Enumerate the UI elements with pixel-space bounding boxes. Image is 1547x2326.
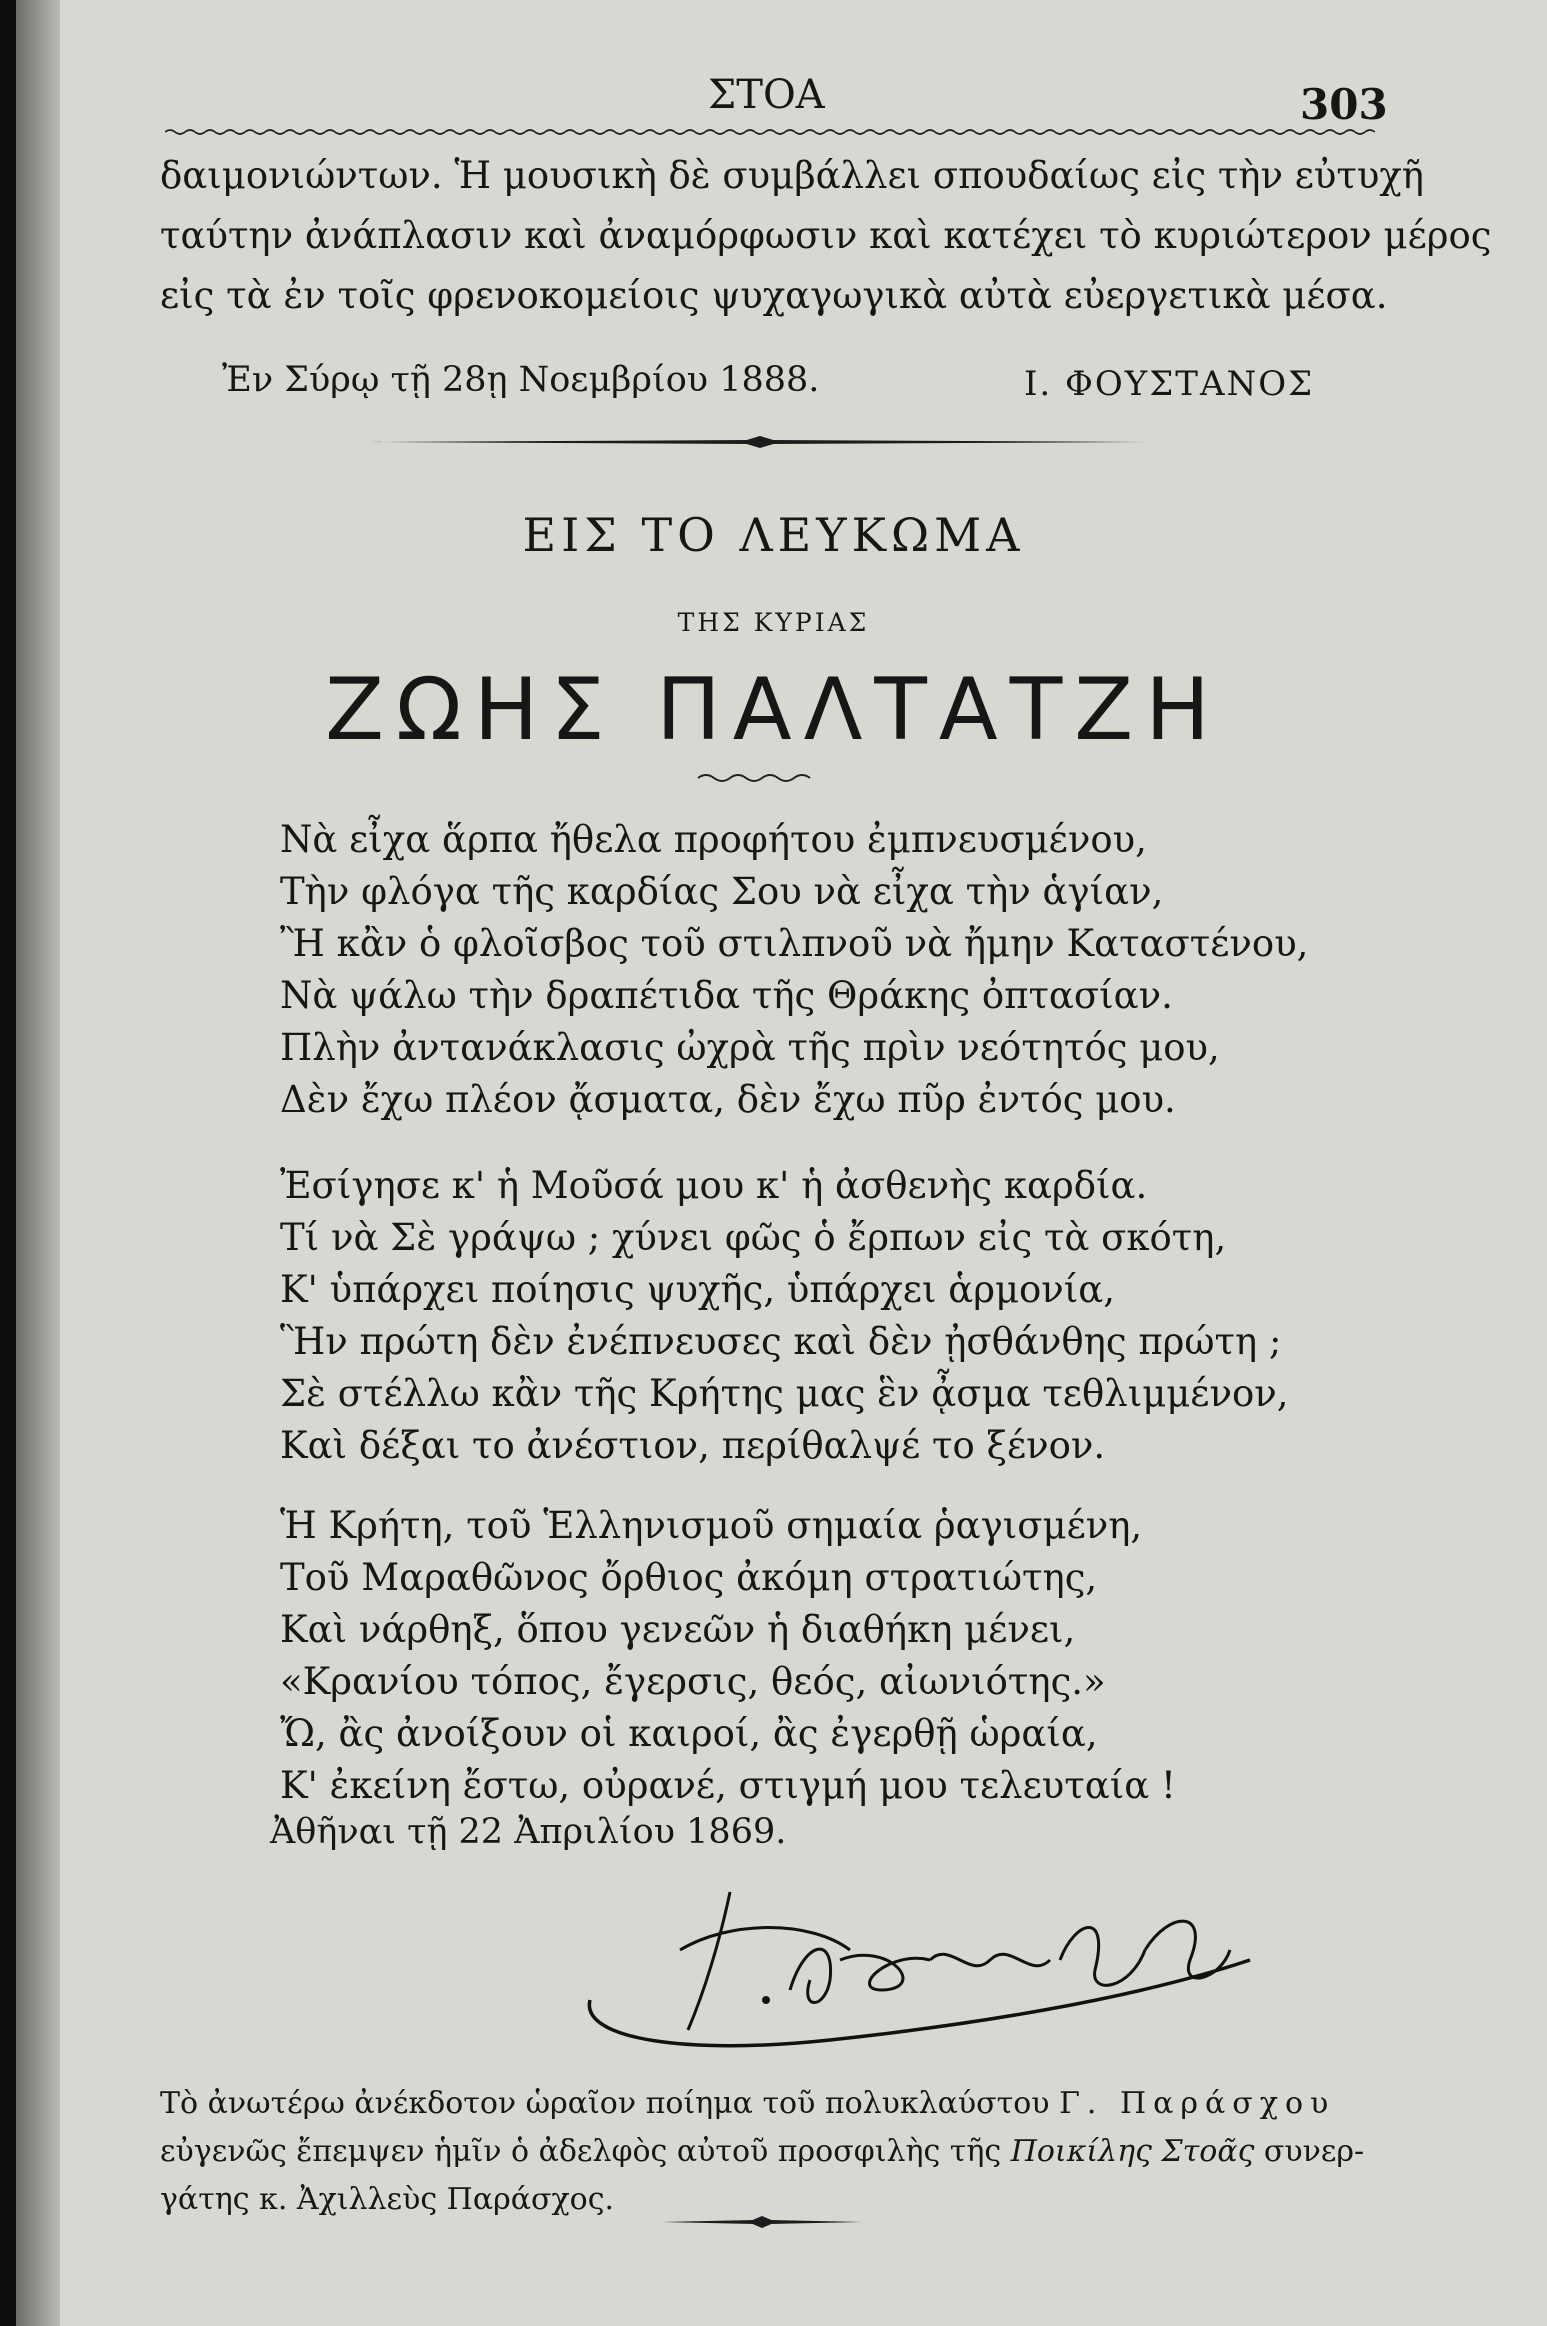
intro-line: ταύτην ἀνάπλασιν καὶ ἀναμόρφωσιν καὶ κατέχει τὸ κυριώτερον μέρος <box>160 214 1492 257</box>
poem-line: Ἡ Κρήτη, τοῦ Ἑλληνισμοῦ σημαία ῥαγισμένη, <box>280 1504 1143 1547</box>
book-spine-shadow <box>0 0 16 2326</box>
intro-dateline: Ἐν Σύρῳ τῇ 28ῃ Νοεμβρίου 1888. <box>222 360 820 400</box>
poem-line: Πλὴν ἀντανάκλασις ὠχρὰ τῆς πρὶν νεότητός μου, <box>280 1026 1220 1069</box>
poem-stanza-2 <box>280 1160 1289 1472</box>
poem-stanza-3 <box>280 1500 1176 1812</box>
poem-heading-line1: ΕΙΣ ΤΟ ΛΕΥΚΩΜΑ <box>522 508 1025 562</box>
poem-date: Ἀθῆναι τῇ 22 Ἀπριλίου 1869. <box>270 1812 787 1852</box>
intro-line: δαιμονιώντων. Ἡ μουσικὴ δὲ συμβάλλει σπουδαίως εἰς τὴν εὐτυχῆ <box>160 154 1424 197</box>
footnote <box>160 2080 1364 2224</box>
poem-line: Ἢ κἂν ὁ φλοῖσβος τοῦ στιλπνοῦ νὰ ἤμην Καταστένου, <box>280 922 1309 965</box>
poem-stanza-1 <box>280 814 1308 1126</box>
poem-line: Κ' ὑπάρχει ποίησις ψυχῆς, ὑπάρχει ἁρμονία, <box>280 1268 1116 1311</box>
footnote-text: Τὸ ἀνωτέρω ἀνέκδοτον ὡραῖον ποίημα τοῦ πολυκλαύστου <box>160 2086 1060 2121</box>
footnote-line-3: γάτης κ. Ἀχιλλεὺς Παράσχος. <box>160 2182 615 2217</box>
poem-line: Ἐσίγησε κ' ἡ Μοῦσά μου κ' ἡ ἀσθενὴς καρδία. <box>280 1164 1148 1207</box>
handwritten-signature <box>570 1880 1270 2060</box>
page-number: 303 <box>1300 80 1388 129</box>
footnote-text: εὐγενῶς ἔπεμψεν ἡμῖν ὁ ἀδελφὸς αὐτοῦ προσφιλὴς τῆς <box>160 2134 1011 2169</box>
poem-heading-name: ΖΩΗΣ ΠΑΛΤΑΤΖΗ <box>325 660 1222 760</box>
end-ornament-rule <box>662 2214 862 2230</box>
poem-line: Τὴν φλόγα τῆς καρδίας Σου νὰ εἶχα τὴν ἁγίαν, <box>280 870 1164 913</box>
footnote-line-1 <box>160 2080 1364 2128</box>
section-divider-rule <box>370 434 1150 450</box>
footnote-text: συνερ- <box>1254 2134 1365 2169</box>
poem-line: Νὰ εἶχα ἅρπα ἤθελα προφήτου ἐμπνευσμένου, <box>280 818 1147 861</box>
page-gutter-shadow <box>16 0 60 2326</box>
poem-line: Νὰ ψάλω τὴν δραπέτιδα τῆς Θράκης ὀπτασίαν. <box>280 974 1173 1017</box>
footnote-journal-name: Ποικίλης Στοᾶς <box>1010 2134 1255 2169</box>
poem-line: Κ' ἐκείνη ἔστω, οὐρανέ, στιγμή μου τελευταία ! <box>280 1764 1176 1807</box>
poem-line: Δὲν ἔχω πλέον ᾄσματα, δὲν ἔχω πῦρ ἐντός μου. <box>280 1078 1176 1121</box>
footnote-poet-name: Γ. Παράσχου <box>1059 2086 1336 2121</box>
running-header-title: ΣΤΟΑ <box>708 72 825 118</box>
poem-line: Καὶ δέξαι το ἀνέστιον, περίθαλψέ το ξένον. <box>280 1424 1106 1467</box>
poem-line: Τί νὰ Σὲ γράψω ; χύνει φῶς ὁ ἔρπων εἰς τὰ σκότη, <box>280 1216 1227 1259</box>
poem-line: Ἣν πρώτη δὲν ἐνέπνευσες καὶ δὲν ᾐσθάνθης πρώτη ; <box>280 1320 1282 1363</box>
poem-heading-line2: ΤΗΣ ΚΥΡΙΑΣ <box>677 608 870 637</box>
poem-line: Ὤ, ἂς ἀνοίξουν οἱ καιροί, ἂς ἐγερθῇ ὡραία, <box>280 1712 1098 1755</box>
poem-line: Καὶ νάρθηξ, ὅπου γενεῶν ἡ διαθήκη μένει, <box>280 1608 1076 1651</box>
header-wavy-rule <box>165 128 1375 136</box>
poem-line: Τοῦ Μαραθῶνος ὄρθιος ἀκόμη στρατιώτης, <box>280 1556 1098 1599</box>
poem-line: «Κρανίου τόπος, ἔγερσις, θεός, αἰωνιότης.» <box>280 1660 1106 1703</box>
intro-line: εἰς τὰ ἐν τοῖς φρενοκομείοις ψυχαγωγικὰ αὐτὰ εὐεργετικὰ μέσα. <box>160 274 1388 317</box>
poem-line: Σὲ στέλλω κἂν τῆς Κρήτης μας ἓν ᾆσμα τεθλιμμένον, <box>280 1372 1289 1415</box>
intro-author: Ι. ΦΟΥΣΤΑΝΟΣ <box>1024 364 1315 404</box>
heading-wavy-ornament <box>696 770 816 786</box>
intro-paragraph <box>160 146 1492 326</box>
footnote-line-2 <box>160 2128 1364 2176</box>
